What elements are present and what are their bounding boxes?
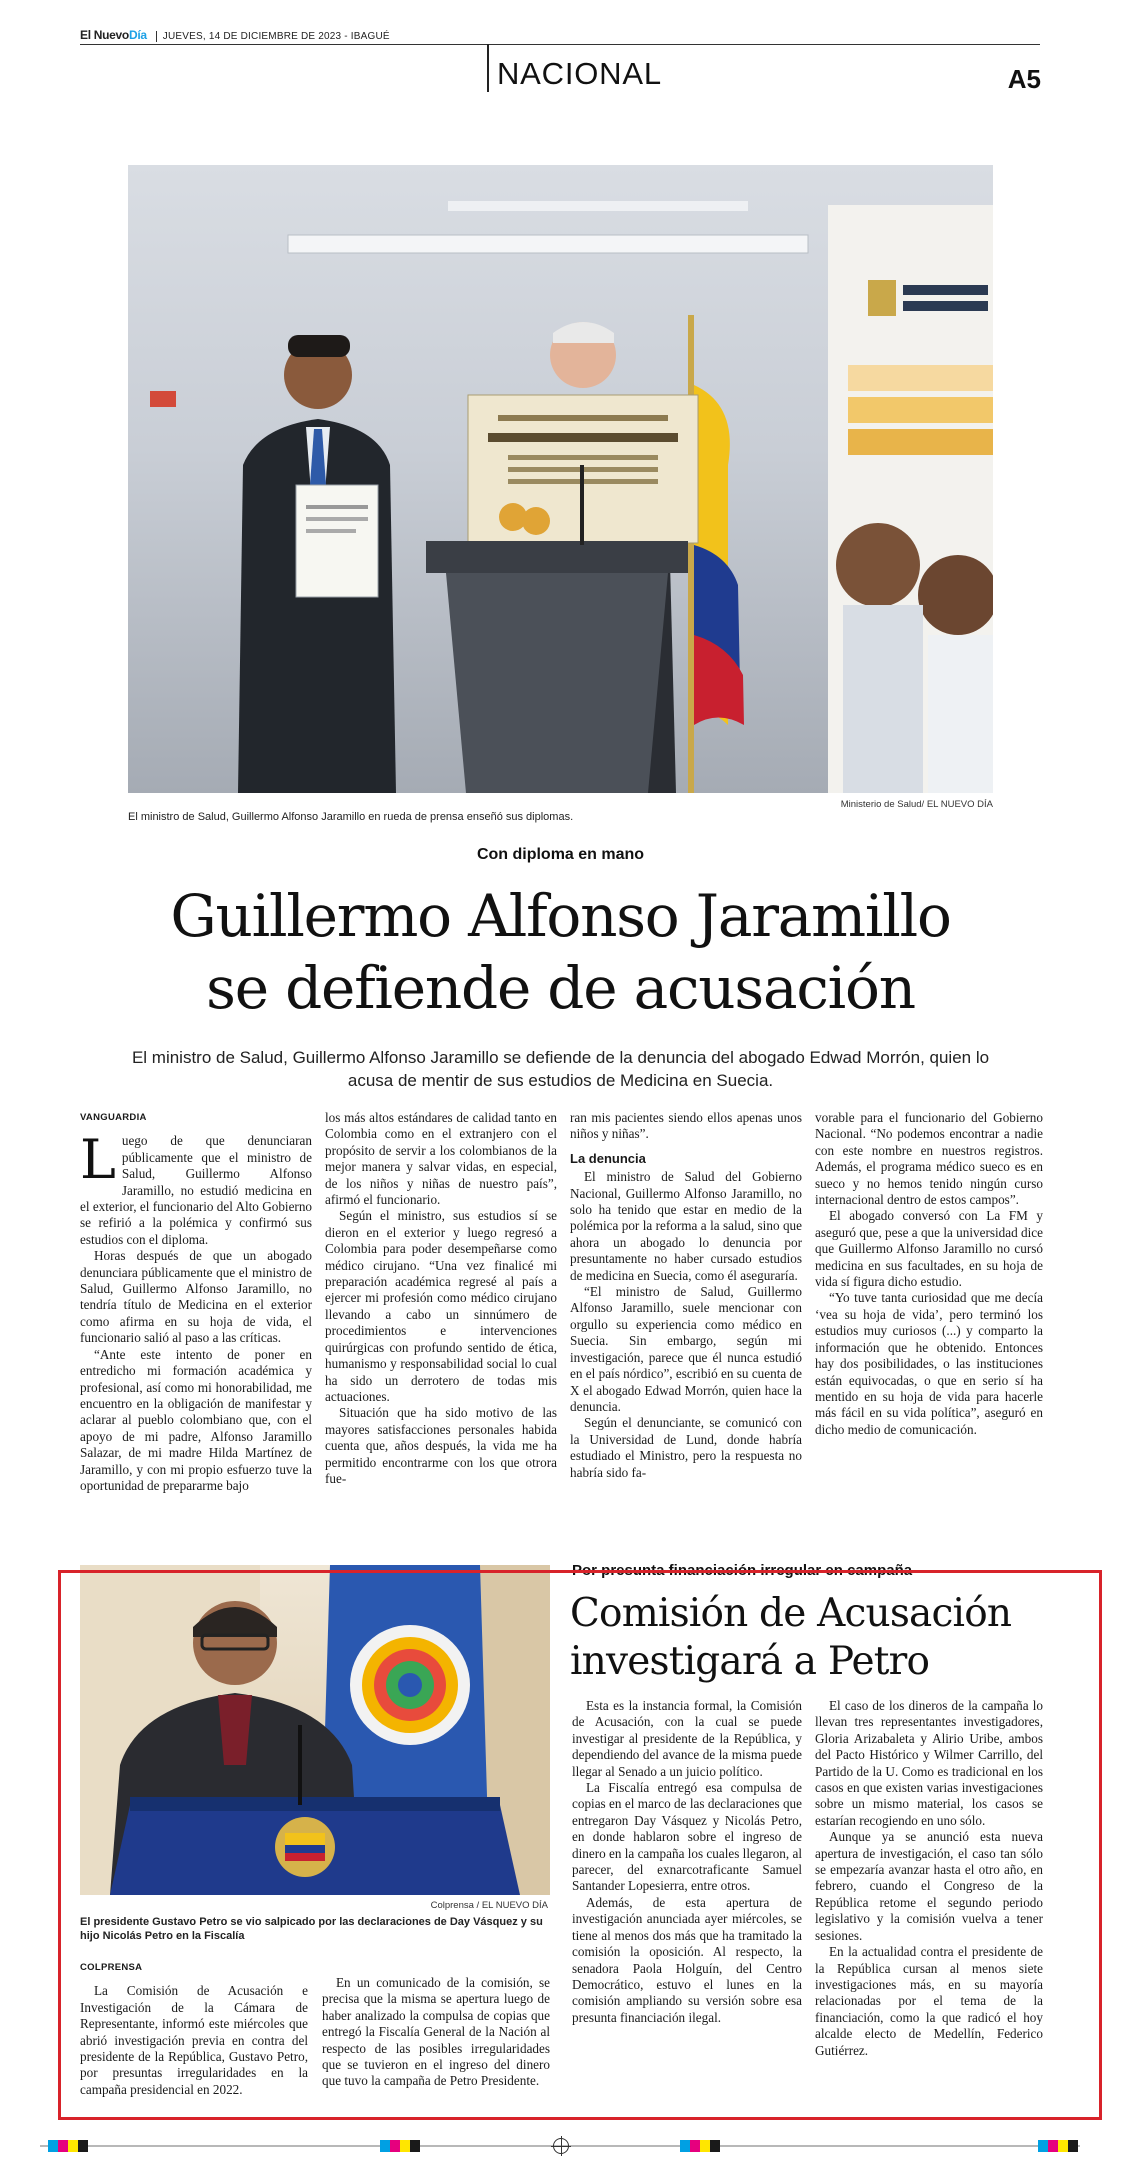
main-dek: El ministro de Salud, Guillermo Alfonso Jaramillo se defiende de la denuncia del abogado Edwad Morrón, quien lo acusa de mentir de sus estudios de Medicina en Suecia.	[131, 1048, 990, 1090]
cyan-swatch	[380, 2140, 390, 2152]
main-column-4	[815, 1110, 1043, 1438]
main-col1-p3: “Ante este intento de poner en entredicho mi formación académica y profesional, así como mi honorabilidad, me encuentro en la obligación de manifestar y aclarar al pueblo colombiano que, con el apoyo de mi padre, Alfonso Jaramillo Salazar, de mi madre Hilda Martínez de Jaramillo, y con mi propio esfuerzo tuve la oportunidad de prepararme bajo	[80, 1346, 312, 1493]
main-byline: VANGUARDIA	[80, 1112, 147, 1123]
main-col4-p2: El abogado conversó con La FM y aseguró que, pese a que la universidad dice que Guillermo Alfonso Jaramillo no cursó medicina en sus facultades, en su hoja de vida sí figura dicho estudio.	[815, 1208, 1043, 1290]
cyan-swatch	[48, 2140, 58, 2152]
second-col4-p3: En la actualidad contra el presidente de la República cursan al menos siete investigaciones más, en su mayoría relacionadas por el tema de la financiación, como la que radicó el hoy alcalde electo de Medellín, Federico Gutiérrez.	[815, 1944, 1043, 2058]
dateline: JUEVES, 14 DE DICIEMBRE DE 2023 - IBAGUÉ	[156, 31, 390, 42]
main-col1-p1: Luego de que denunciaran públicamente que el ministro de Salud, Guillermo Alfonso Jaramillo, no estudió medicina en el exterior, el funcionario del Alto Gobierno se refirió a la polémica y confirmó sus estudios con el diploma.	[80, 1128, 313, 1247]
registration-target-icon	[553, 2138, 569, 2154]
main-headline-line1: Guillermo Alfonso Jaramillo	[170, 882, 951, 950]
main-col2-p1: los más altos estándares de calidad tanto en Colombia como en el extranjero con el propósito de servir a los colombianos de la mejor manera y salvar vidas, en especial, de los niños y niñas de nuestro país”, afirmó el funcionario.	[325, 1110, 557, 1208]
magenta-swatch	[690, 2140, 700, 2152]
drop-cap: L	[80, 1128, 116, 1192]
yellow-swatch	[400, 2140, 410, 2152]
second-col4-p1: El caso de los dineros de la campaña lo llevan tres representantes investigadores, Gloria Arizabaleta y Alirio Uribe, ambos del Pacto Histórico y Wilmer Carrillo, del Partido de la U. Como es tradicional en los casos en que existen varias investigaciones sobre un mismo material, los casos se estarían recogiendo en uno sólo.	[815, 1698, 1043, 1828]
second-col4-p2: Aunque ya se anunció esta nueva apertura de investigación, el caso tan sólo se empezaría avanzar hasta el otro año, en febrero, cuando el Congreso de la República retome el segundo periodo legislativo y la comisión vuelva a tener sesiones.	[815, 1829, 1043, 1943]
main-col4-p1: vorable para el funcionario del Gobierno Nacional. “No podemos encontrar a nadie con este nombre en nuestros registros. Además, el programa médico sueco es en sueco y no hemos tenido ningún curso internacional dentro de estos campos”.	[815, 1110, 1043, 1208]
main-col2-p2: Según el ministro, sus estudios sí se dieron en el exterior y luego regresó a Colombia para poder desempeñarse como médico cirujano. “Una vez finalicé mi preparación académica regresé al país a ejercer mi profesión como médico cirujano llevando a cabo un sinnúmero de procedimientos e intervenciones quirúrgicas con profundo sentido de ética, humanismo y responsabilidad social lo cual ha sido un derrotero de todas mis actuaciones.	[325, 1208, 557, 1404]
page-number: A5	[1007, 64, 1041, 94]
main-col3-p3: Según el denunciante, se comunicó con la Universidad de Lund, donde habría estudiado el Ministro, pero la respuesta no habría sido fa-	[570, 1415, 802, 1480]
petro-photo-credit: Colprensa / EL NUEVO DÍA	[430, 1900, 548, 1911]
second-col1-p1: La Comisión de Acusación e Investigación de la Cámara de Representante, informó este miércoles que abrió investigación previa en contra del presidente de la República, Gustavo Petro, por presuntas irregularidades en la campaña presidencial en 2022.	[80, 1983, 308, 2097]
black-swatch	[710, 2140, 720, 2152]
petro-photo-caption: El presidente Gustavo Petro se vio salpicado por las declaraciones de Day Vásquez y su hijo Nicolás Petro en la Fiscalía	[80, 1916, 543, 1942]
main-headline	[60, 880, 1061, 1024]
second-headline-line1: Comisión de Acusación	[570, 1591, 1012, 1636]
second-col3-p3: Además, de esta apertura de investigación anunciada ayer miércoles, se tiene al menos dos más que ha tramitado la comisión la oposición. Al respecto, la senadora Paola Holguín, del Centro Democrático, estuvo el lunes en la comisión ampliando su versión sobre esa presunta financiación ilegal.	[572, 1894, 802, 2025]
second-col2-p1: En un comunicado de la comisión, se precisa que la misma se apertura luego de haber analizado la compulsa de copias que entregó la Fiscalía General de la Nación al respecto de las posibles irregularidades que se tuvieron en el ingreso del dinero que tuvo la campaña de Petro Presidente.	[322, 1975, 550, 2089]
cyan-swatch	[680, 2140, 690, 2152]
main-column-2	[325, 1110, 557, 1487]
main-col3-p1: El ministro de Salud del Gobierno Nacional, Guillermo Alfonso Jaramillo, no solo ha tenido que estar en medio de la polémica por la reforma a la salud, sino que ahora un abogado lo denuncia por presuntamente no haber cursado estudios de medicina en Suecia, como él aseguraría.	[570, 1169, 802, 1283]
newspaper-logo: El NuevoDía	[80, 28, 147, 42]
yellow-swatch	[68, 2140, 78, 2152]
main-photo-credit: Ministerio de Salud/ EL NUEVO DÍA	[840, 799, 993, 810]
black-swatch	[1068, 2140, 1078, 2152]
magenta-swatch	[58, 2140, 68, 2152]
main-headline-line2: se defiende de acusación	[206, 954, 915, 1022]
section-title: NACIONAL	[497, 56, 662, 91]
black-swatch	[78, 2140, 88, 2152]
magenta-swatch	[1048, 2140, 1058, 2152]
main-col4-p3: “Yo tuve tanta curiosidad que me decía ‘vea su hoja de vida’, pero terminó los estudios muy curiosos (...) y comparto la información que he obtenido. Entonces hay dos posibilidades, o las instituciones están equivocadas, o que en serio sí ha mentido en su hoja de vida para hacerle más fácil en su vida política”, aseguró en dicho medio de comunicación.	[815, 1290, 1043, 1437]
press-conference-illustration	[128, 165, 993, 793]
magenta-swatch	[390, 2140, 400, 2152]
second-kicker: Por presunta financiación irregular en campaña	[572, 1562, 913, 1579]
main-kicker: Con diploma en mano	[476, 846, 645, 863]
main-column-1	[80, 1110, 312, 1494]
second-headline-line2: investigará a Petro	[570, 1639, 930, 1684]
main-col3-p2: “El ministro de Salud, Guillermo Alfonso Jaramillo, suele mencionar con orgullo su experiencia como médico en Suecia. Sin embargo, según mi investigación, parece que él nunca estudió en el país nórdico”, escribió en su cuenta de X el abogado Edwad Morrón, quien hace la denuncia.	[570, 1284, 802, 1414]
highlight-box	[58, 1570, 1102, 2120]
main-column-3	[570, 1110, 802, 1481]
cyan-swatch	[1038, 2140, 1048, 2152]
second-byline: COLPRENSA	[80, 1962, 143, 1973]
masthead-rule	[80, 44, 1040, 45]
yellow-swatch	[700, 2140, 710, 2152]
subhead-la-denuncia: La denuncia	[570, 1150, 646, 1166]
main-col3-lead: ran mis pacientes siendo ellos apenas unos niños y niñas”.	[570, 1110, 802, 1142]
main-photo-caption: El ministro de Salud, Guillermo Alfonso Jaramillo en rueda de prensa enseñó sus diplomas.	[128, 811, 574, 823]
yellow-swatch	[1058, 2140, 1068, 2152]
second-col3-p1: Esta es la instancia formal, la Comisión de Acusación, con la cual se puede investigar al presidente de la República, y dependiendo del avance de la misma puede llegar al Senado a un juicio político.	[572, 1698, 802, 1779]
masthead	[80, 28, 1040, 48]
main-col1-p2: Horas después de que un abogado denunciara públicamente que el ministro de Salud, Guillermo Alfonso Jaramillo, no tendría título de Medicina en el exterior como afirma en su hoja de vida, el funcionario salió al paso a las críticas.	[80, 1248, 312, 1346]
main-col2-p3: Situación que ha sido motivo de las mayores satisfacciones personales habida cuenta que, años después, la vida me ha permitido encontrarme con los que otrora fue-	[325, 1405, 557, 1486]
black-swatch	[410, 2140, 420, 2152]
section-divider	[487, 44, 489, 92]
second-col3-p2: La Fiscalía entregó esa compulsa de copias en el marco de las declaraciones que entregaron Day Vásquez y Nicolás Petro, en donde hablaron sobre el ingreso de dinero en la campaña los cuales llegaron, al parecer, del exnarcotraficante Samuel Santander Lopesierra, entre otros.	[572, 1780, 802, 1894]
main-story-photo	[128, 165, 993, 793]
